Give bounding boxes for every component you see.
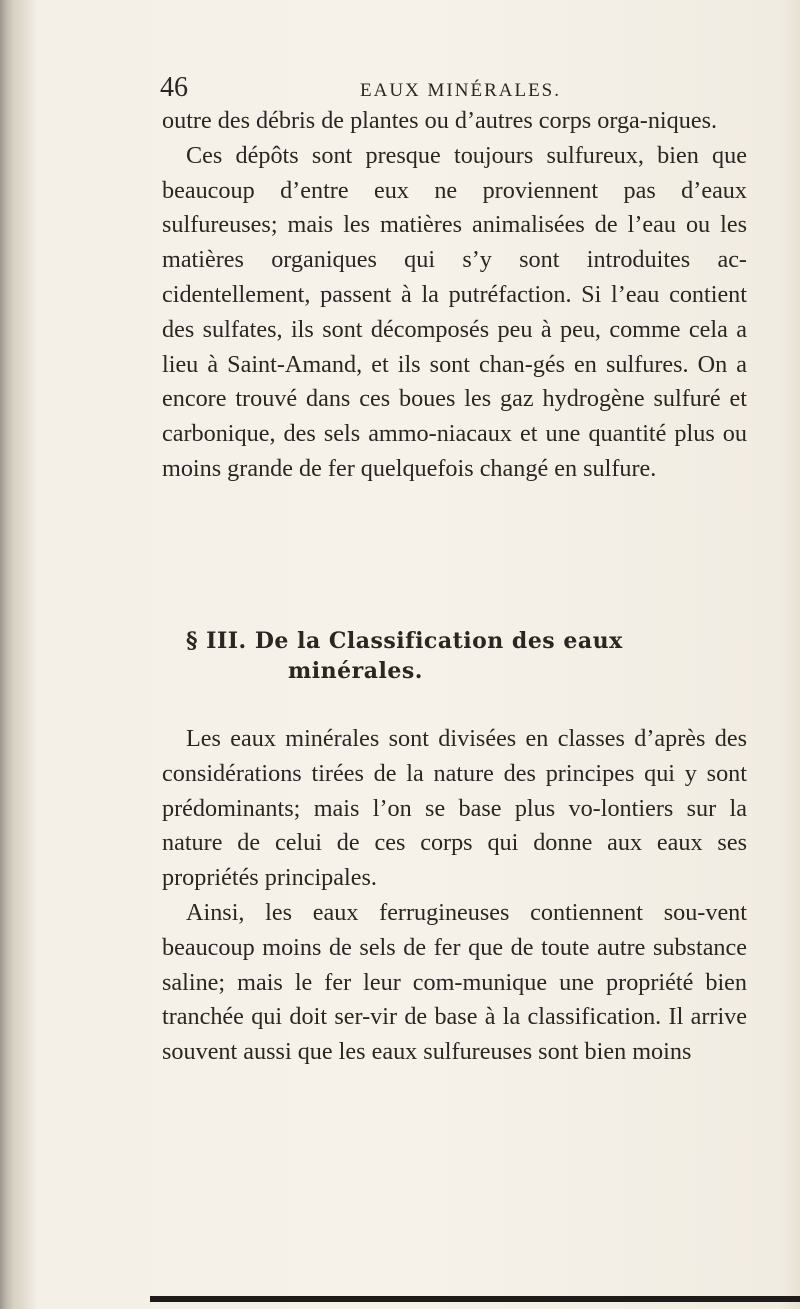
bottom-rule [150, 1296, 800, 1302]
text-block-after-section [162, 722, 747, 1070]
section-heading-line2: minérales. [288, 658, 423, 684]
paragraph: Ainsi, les eaux ferrugineuses contiennent sou-vent beaucoup moins de sels de fer que de toute autre substance saline; mais le fer leur com-munique une propriété bien tranchée qui doit ser-vir de base à la classification. Il arrive souvent aussi que les eaux sulfureuses sont bien moins [162, 898, 747, 1066]
section-heading [186, 626, 746, 686]
paragraph: Ces dépôts sont presque toujours sulfureux, bien que beaucoup d’entre eux ne proviennent pas d’eaux sulfureuses; mais les matières animalisées de l’eau ou les matières organiques qui s’y sont introduites ac-cidentellement, passent à la putréfaction. Si l’eau contient des sulfates, ils sont décomposés peu à peu, comme cela a lieu à Saint-Amand, et ils sont chan-gés en sulfures. On a encore trouvé dans ces boues les gaz hydrogène sulfuré et carbonique, des sels ammo-niacaux et une quantité plus ou moins grande de fer quelquefois changé en sulfure. [162, 141, 747, 482]
paragraph: outre des débris de plantes ou d’autres corps orga-niques. [162, 107, 718, 134]
text-block-before-section [162, 104, 747, 487]
running-title: EAUX MINÉRALES. [360, 80, 561, 101]
section-heading-line1: § III. De la Classification des eaux [186, 628, 623, 654]
page-number: 46 [160, 72, 188, 103]
paragraph: Les eaux minérales sont divisées en classes d’après des considérations tirées de la nature des principes qui y sont prédominants; mais l’on se base plus vo-lontiers sur la nature de celui de ces corps qui donne aux eaux ses propriétés principales. [162, 725, 747, 892]
binding-gutter [0, 0, 36, 1309]
